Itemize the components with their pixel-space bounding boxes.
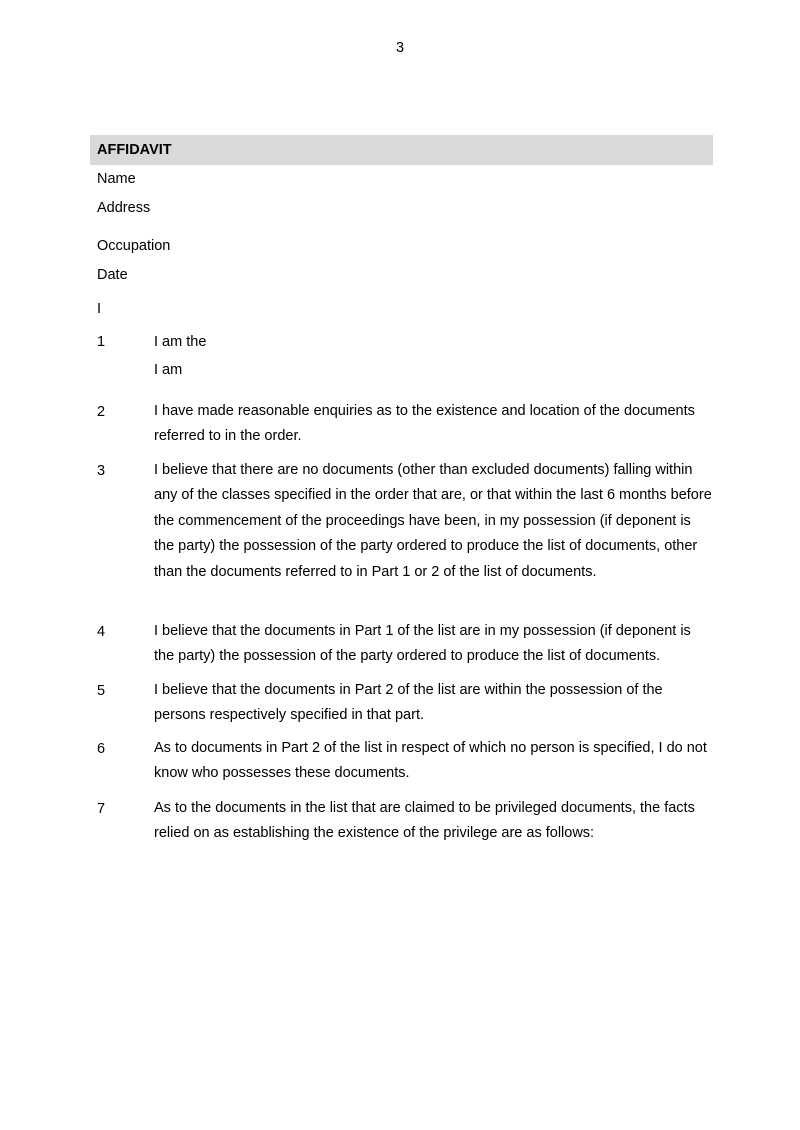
date-label: Date [97,267,128,283]
paragraph-1-line-2: I am [154,362,183,378]
address-label: Address [97,200,151,216]
paragraph-number: 4 [97,624,106,640]
paragraph-number: 6 [97,741,106,757]
name-label: Name [97,171,136,187]
paragraph-number: 3 [97,463,106,479]
paragraph-number: 5 [97,683,106,699]
page-number: 3 [395,40,405,56]
occupation-label: Occupation [97,238,171,254]
paragraph-number: 1 [97,334,106,350]
paragraph-number: 2 [97,404,106,420]
paragraph-5-text: I believe that the documents in Part 2 of the list are within the possession of the persons respectively specified in that part. [154,682,663,724]
paragraph-6-text: As to documents in Part 2 of the list in respect of which no person is specified, I do not know who possesses these documents. [154,740,707,782]
paragraph-number: 7 [97,801,106,817]
paragraph-2-text: I have made reasonable enquiries as to the existence and location of the documents referred to in the order. [154,403,695,445]
paragraph-1-line-1: I am the [154,334,207,350]
paragraph-7-text: As to the documents in the list that are claimed to be privileged documents, the facts relied on as establishing the existence of the privilege are as follows: [154,800,695,842]
paragraph-3-text: I believe that there are no documents (other than excluded documents) falling within any of the classes specified in the order that are, or that within the last 6 months before the commencement of the proceedings have been, in my possession (if deponent is the party) the possession of the party ordered to produce the list of documents, other than the documents referred to in Part 1 or 2 of the list of documents. [154,462,712,580]
deponent-intro: I [97,301,102,317]
affidavit-heading: AFFIDAVIT [97,142,172,158]
paragraph-4-text: I believe that the documents in Part 1 of the list are in my possession (if deponent is the party) the possession of the party ordered to produce the list of documents. [154,623,691,665]
affidavit-heading-bar [90,135,713,165]
